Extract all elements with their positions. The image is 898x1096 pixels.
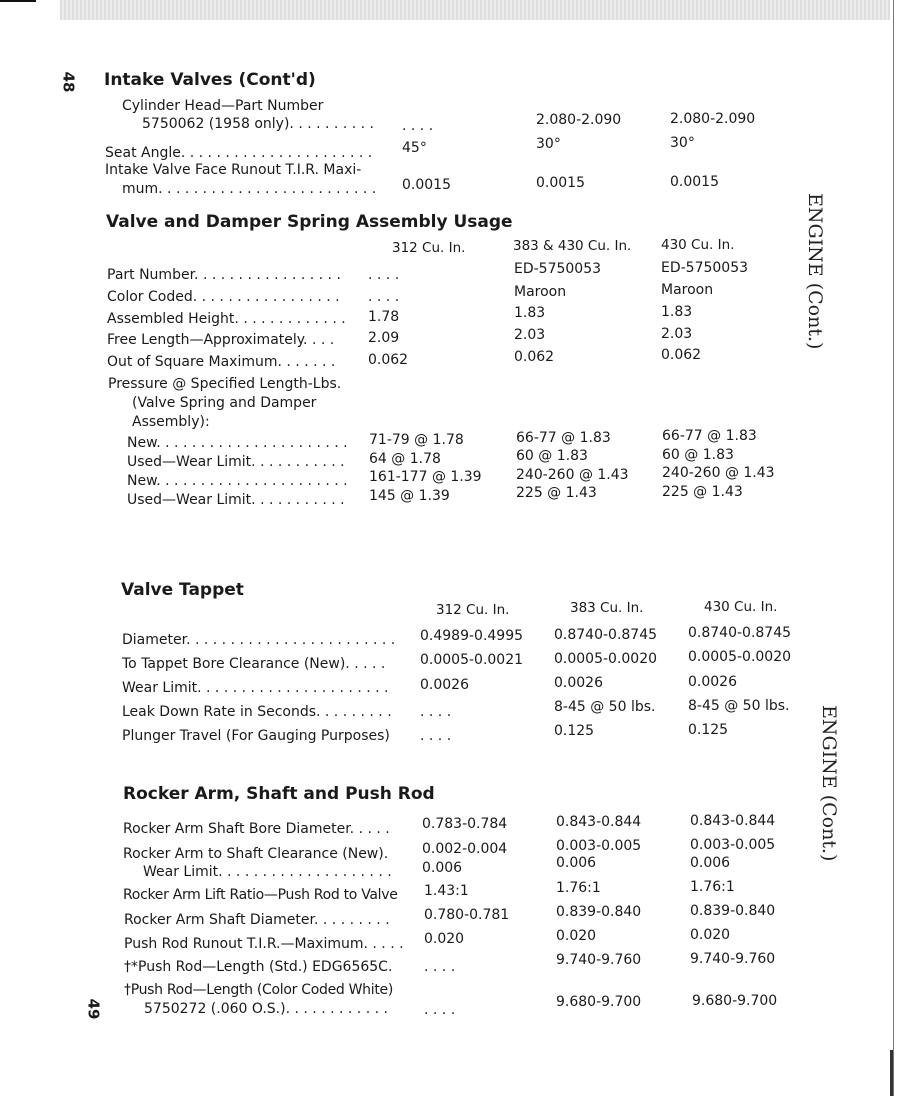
row-label: Assembled Height. . . . . . . . . . . . . <box>107 311 346 327</box>
value-383: 0.8740-0.8745 <box>554 627 658 643</box>
value-430: 0.0005-0.0020 <box>688 649 792 665</box>
row-label: Rocker Arm Shaft Bore Diameter. . . . . <box>123 821 390 837</box>
column-header-383: 383 Cu. In. <box>570 600 644 616</box>
value-383: 0.0026 <box>554 675 603 691</box>
row-label: Rocker Arm Shaft Diameter. . . . . . . . . <box>124 912 390 928</box>
page-number-bottom: 49 <box>84 998 103 1020</box>
value-430: 9.680-9.700 <box>692 993 778 1009</box>
value-383: 0.843-0.844 <box>556 814 642 830</box>
scan-edge-shading <box>60 0 890 20</box>
value-383-430: ED-5750053 <box>514 261 602 277</box>
row-label: Rocker Arm to Shaft Clearance (New). <box>123 846 389 862</box>
column-header-383-430: 383 & 430 Cu. In. <box>513 238 632 254</box>
value-430: 225 @ 1.43 <box>662 484 743 500</box>
page-edge-rule <box>893 0 894 1096</box>
value-312: 161-177 @ 1.39 <box>369 469 482 485</box>
value-312: 0.783-0.784 <box>422 816 508 832</box>
value-383-430: Maroon <box>514 284 567 300</box>
row-label: Color Coded. . . . . . . . . . . . . . . . . <box>107 289 340 305</box>
value-312: 0.4989-0.4995 <box>420 628 524 644</box>
value-383: 2.080-2.090 <box>536 112 622 128</box>
value-430: 60 @ 1.83 <box>662 447 734 463</box>
value-312: 64 @ 1.78 <box>369 451 441 467</box>
value-312: . . . . <box>424 959 456 975</box>
row-label: Leak Down Rate in Seconds. . . . . . . . . <box>122 704 392 720</box>
row-label: Cylinder Head—Part Number <box>122 98 324 114</box>
value-383: 9.740-9.760 <box>556 952 642 968</box>
value-312: 1.78 <box>368 309 400 325</box>
value-312: 0.780-0.781 <box>424 907 510 923</box>
value-383-430: 2.03 <box>514 327 546 343</box>
pressure-label: Assembly): <box>132 414 210 430</box>
value-312: 0.020 <box>424 931 465 947</box>
value-430: 0.0026 <box>688 674 737 690</box>
side-label-engine-bottom: ENGINE (Cont.) <box>818 705 840 862</box>
value-430: 240-260 @ 1.43 <box>662 465 775 481</box>
value-430: 30° <box>670 135 695 151</box>
value-312: 0.002-0.004 <box>422 841 508 857</box>
value-383: 0.0005-0.0020 <box>554 651 658 667</box>
value-430: 8-45 @ 50 lbs. <box>688 698 790 714</box>
value-312: 71-79 @ 1.78 <box>369 432 464 448</box>
row-label: Push Rod Runout T.I.R.—Maximum. . . . . <box>124 936 404 952</box>
value-312: 0.0026 <box>420 677 469 693</box>
value-312: . . . . <box>420 704 452 720</box>
row-label: Part Number. . . . . . . . . . . . . . . . . <box>107 267 341 283</box>
column-header-430: 430 Cu. In. <box>661 237 735 253</box>
row-label: Diameter. . . . . . . . . . . . . . . . . . . . . . . . <box>122 632 396 648</box>
value-430: 0.006 <box>690 855 731 871</box>
value-430: 0.843-0.844 <box>690 813 776 829</box>
value-383-430: 66-77 @ 1.83 <box>516 430 611 446</box>
corner-rule <box>0 0 36 2</box>
value-312: . . . . <box>424 1002 456 1018</box>
value-430: 1.83 <box>661 304 693 320</box>
row-label: mum. . . . . . . . . . . . . . . . . . . . . . . . . <box>122 181 377 197</box>
value-312: . . . . <box>368 267 400 283</box>
value-312: . . . . <box>402 118 434 134</box>
value-430: 0.020 <box>690 927 731 943</box>
value-430: 1.76:1 <box>690 879 735 895</box>
page-edge-mark <box>890 1050 893 1096</box>
row-label: Used—Wear Limit. . . . . . . . . . . <box>127 454 345 470</box>
value-430: 0.8740-0.8745 <box>688 625 792 641</box>
value-383: 0.003-0.005 <box>556 838 642 854</box>
column-header-312: 312 Cu. In. <box>392 240 466 256</box>
row-label: Wear Limit. . . . . . . . . . . . . . . . . . . . <box>143 864 392 880</box>
value-383: 0.0015 <box>536 175 585 191</box>
row-label: Out of Square Maximum. . . . . . . <box>107 354 336 370</box>
value-383: 0.125 <box>554 723 595 739</box>
row-label: Rocker Arm Lift Ratio—Push Rod to Valve <box>123 887 398 903</box>
value-383: 1.76:1 <box>556 880 601 896</box>
value-430: 0.003-0.005 <box>690 837 776 853</box>
column-header-312: 312 Cu. In. <box>436 602 510 618</box>
row-label: Wear Limit. . . . . . . . . . . . . . . . . . . . . . <box>122 680 389 696</box>
value-383-430: 60 @ 1.83 <box>516 448 588 464</box>
value-383-430: 240-260 @ 1.43 <box>516 467 629 483</box>
value-312: 0.0015 <box>402 177 451 193</box>
valve-tappet-heading: Valve Tappet <box>121 580 244 600</box>
value-383: 8-45 @ 50 lbs. <box>554 699 656 715</box>
page-number-top: 48 <box>59 71 78 93</box>
value-430: 0.0015 <box>670 174 719 190</box>
row-label: New. . . . . . . . . . . . . . . . . . . . . . <box>127 473 348 489</box>
value-312: 45° <box>402 140 427 156</box>
value-312: . . . . <box>368 289 400 305</box>
row-label: Intake Valve Face Runout T.I.R. Maxi- <box>105 162 362 178</box>
value-383: 0.006 <box>556 855 597 871</box>
value-383-430: 0.062 <box>514 349 555 365</box>
value-383-430: 1.83 <box>514 305 546 321</box>
value-312: 0.006 <box>422 860 463 876</box>
row-label: To Tappet Bore Clearance (New). . . . . <box>122 656 386 672</box>
row-label: Seat Angle. . . . . . . . . . . . . . . . . . . . . . <box>105 145 373 161</box>
row-label: 5750272 (.060 O.S.). . . . . . . . . . . . <box>144 1001 388 1017</box>
value-430: 9.740-9.760 <box>690 951 776 967</box>
row-label: †Push Rod—Length (Color Coded White) <box>124 982 393 998</box>
intake-valves-heading: Intake Valves (Cont'd) <box>104 70 316 90</box>
value-430: 0.125 <box>688 722 729 738</box>
value-383-430: 225 @ 1.43 <box>516 485 597 501</box>
value-312: 2.09 <box>368 330 400 346</box>
value-383: 30° <box>536 136 561 152</box>
value-430: 0.062 <box>661 347 702 363</box>
value-430: ED-5750053 <box>661 260 749 276</box>
pressure-label: Pressure @ Specified Length-Lbs. <box>108 376 342 392</box>
rocker-arm-heading: Rocker Arm, Shaft and Push Rod <box>123 784 435 804</box>
row-label: 5750062 (1958 only). . . . . . . . . . <box>142 116 374 132</box>
row-label: Used—Wear Limit. . . . . . . . . . . <box>127 492 345 508</box>
value-312: . . . . <box>420 728 452 744</box>
row-label: Plunger Travel (For Gauging Purposes) <box>122 728 390 744</box>
value-383: 9.680-9.700 <box>556 994 642 1010</box>
value-312: 0.0005-0.0021 <box>420 652 524 668</box>
value-312: 0.062 <box>368 352 409 368</box>
side-label-engine-top: ENGINE (Cont.) <box>804 193 826 350</box>
value-430: Maroon <box>661 282 714 298</box>
value-383: 0.020 <box>556 928 597 944</box>
row-label: Free Length—Approximately. . . . <box>107 332 335 348</box>
value-312: 145 @ 1.39 <box>369 488 450 504</box>
value-383: 0.839-0.840 <box>556 904 642 920</box>
row-label: New. . . . . . . . . . . . . . . . . . . . . . <box>127 435 348 451</box>
value-430: 66-77 @ 1.83 <box>662 428 757 444</box>
value-430: 0.839-0.840 <box>690 903 776 919</box>
pressure-label: (Valve Spring and Damper <box>132 395 317 411</box>
value-430: 2.03 <box>661 326 693 342</box>
value-430: 2.080-2.090 <box>670 111 756 127</box>
spring-assembly-heading: Valve and Damper Spring Assembly Usage <box>106 212 513 232</box>
value-312: 1.43:1 <box>424 883 469 899</box>
column-header-430: 430 Cu. In. <box>704 599 778 615</box>
row-label: †*Push Rod—Length (Std.) EDG6565C. <box>124 959 393 975</box>
